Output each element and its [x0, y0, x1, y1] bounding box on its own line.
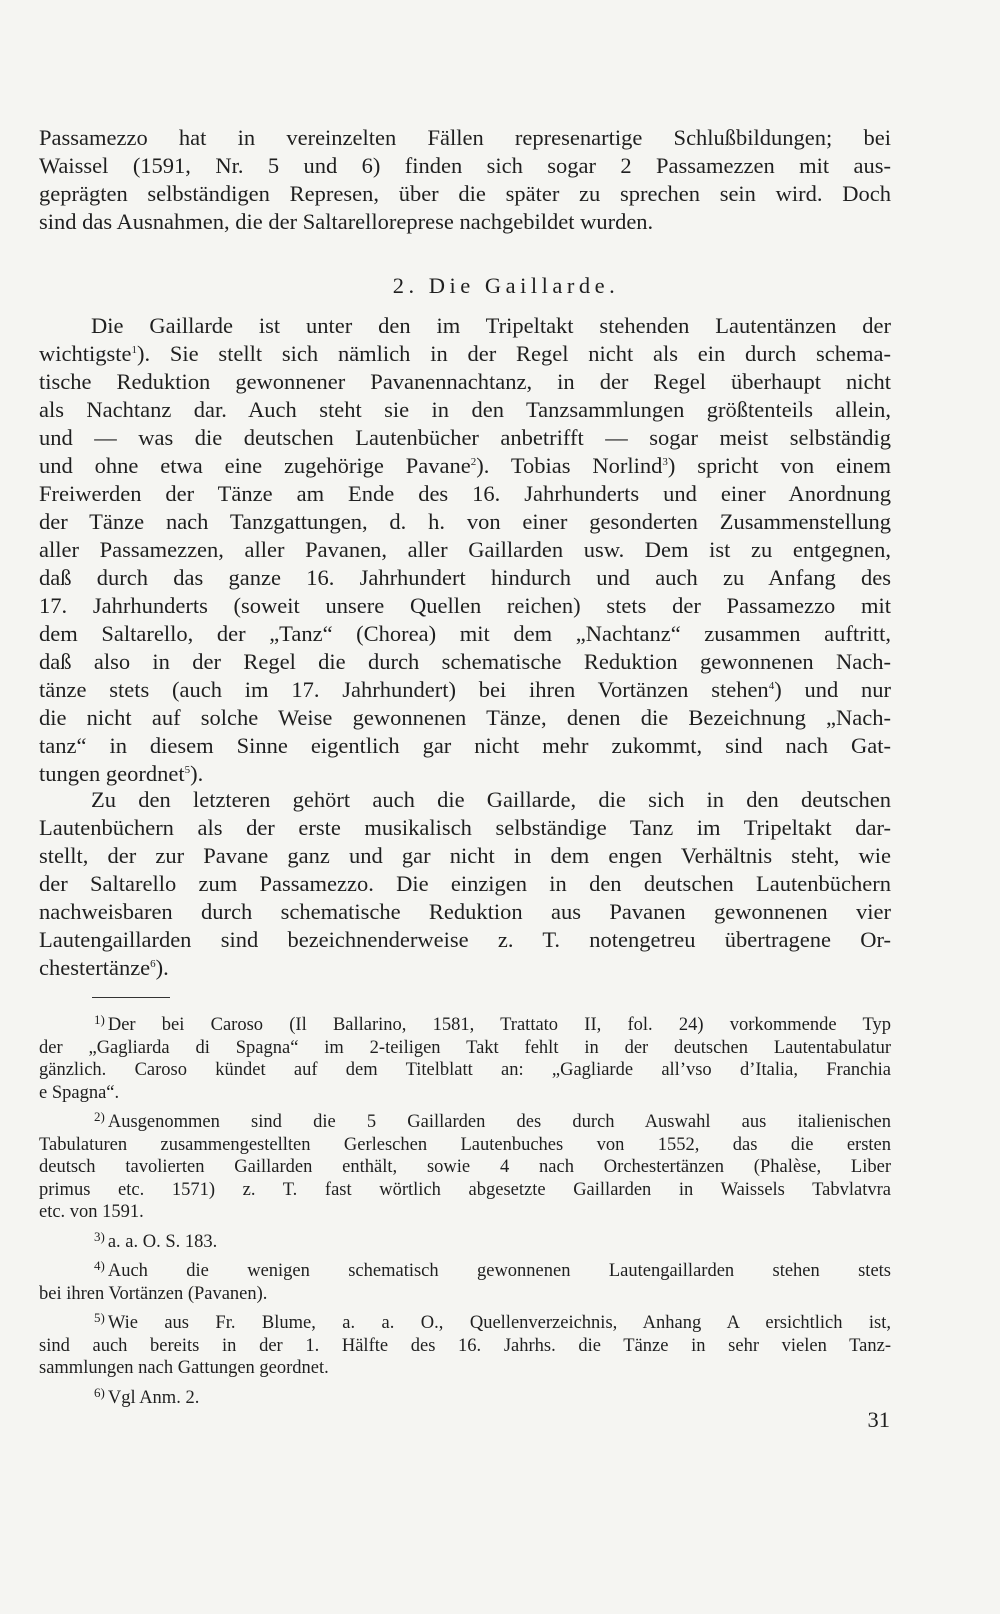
- text-line: [39, 760, 891, 788]
- text-line: [39, 340, 891, 368]
- text-line: dem Saltarello, der „Tanz“ (Chorea) mit dem „Nachtanz“ zusammen auftritt,: [39, 621, 891, 646]
- footnote-divider: [92, 997, 170, 998]
- footnote-3: [39, 1228, 891, 1254]
- footnote-4: [39, 1260, 891, 1305]
- text-line: geprägten selbständigen Represen, über die später zu sprechen sein wird. Doch: [39, 181, 891, 206]
- text-line: daß durch das ganze 16. Jahrhundert hindurch und auch zu Anfang des: [39, 565, 891, 590]
- text-line: stellt, der zur Pavane ganz und gar nicht in dem engen Verhältnis steht, wie: [39, 843, 891, 868]
- text-segment: Wie aus Fr. Blume, a. a. O., Quellenverzeichnis, Anhang A ersichtlich ist,: [107, 1313, 891, 1333]
- text-segment: ).: [155, 955, 169, 980]
- footnote-line: der „Gagliarda di Spagna“ im 2-teiligen Takt fehlt in der deutschen Lautentabulatur: [39, 1037, 891, 1058]
- footnote-line: [39, 1384, 891, 1410]
- text-line: Passamezzo hat in vereinzelten Fällen represenartige Schlußbildungen; bei: [39, 125, 891, 150]
- footnote-ref: 4: [768, 680, 775, 692]
- footnote-line: bei ihren Vortänzen (Pavanen).: [39, 1283, 268, 1304]
- text-segment: Der bei Caroso (Il Ballarino, 1581, Trattato II, fol. 24) vorkommende Typ: [107, 1015, 891, 1035]
- footnote-ref: 1: [131, 344, 137, 356]
- text-segment: a. a. O. S. 183.: [107, 1231, 218, 1252]
- footnote-line: [39, 1312, 891, 1335]
- text-segment: ) spricht von einem: [667, 453, 891, 478]
- page-number: 31: [867, 1407, 890, 1432]
- footnote-2: [39, 1111, 891, 1224]
- footnote-ref: 6: [150, 958, 156, 970]
- text-line: der Saltarello zum Passamezzo. Die einzigen in den deutschen Lautenbüchern: [39, 871, 891, 896]
- text-segment: ) und nur: [774, 677, 891, 702]
- text-line: Zu den letzteren gehört auch die Gaillarde, die sich in den deutschen: [91, 787, 891, 812]
- text-line: daß also in der Regel die durch schematische Reduktion gewonnenen Nach-: [39, 649, 891, 674]
- footnote-number: 1): [94, 1012, 105, 1027]
- footnote-line: gänzlich. Caroso kündet auf dem Titelblatt an: „Gagliarde all’vso d’Italia, Franchia: [39, 1060, 891, 1080]
- text-line: Die Gaillarde ist unter den im Tripeltakt stehenden Lautentänzen der: [91, 313, 891, 338]
- text-line: Lautenbüchern als der erste musikalisch selbständige Tanz im Tripeltakt dar-: [39, 815, 891, 840]
- text-segment: und ohne etwa eine zugehörige Pavane: [39, 453, 471, 478]
- text-line: [39, 954, 891, 982]
- footnote-ref: 5: [184, 764, 191, 776]
- text-line: als Nachtanz dar. Auch steht sie in den Tanzsammlungen größtenteils allein,: [39, 397, 891, 422]
- footnote-line: sind auch bereits in der 1. Hälfte des 16. Jahrhs. die Tänze in sehr vielen Tanz-: [39, 1335, 891, 1356]
- text-segment: ). Tobias Norlind: [476, 453, 663, 478]
- footnote-number: 5): [94, 1310, 105, 1325]
- text-line: sind das Ausnahmen, die der Saltarellorepresе nachgebildet wurden.: [39, 209, 654, 234]
- footnote-line: primus etc. 1571) z. T. fast wörtlich abgesetzte Gaillarden in Waissels Tabvlatvra: [39, 1179, 891, 1200]
- text-segment: Auch die wenigen schematisch gewonnenen Lautengaillarden stehen stets: [107, 1261, 891, 1281]
- footnote-6: [39, 1384, 891, 1410]
- footnotes: [39, 1014, 891, 1409]
- paragraph-gaillarde: [39, 312, 891, 788]
- text-line: tische Reduktion gewonnener Pavanennachtanz, in der Regel überhaupt nicht: [39, 369, 891, 394]
- text-line: die nicht auf solche Weise gewonnenen Tänze, denen die Bezeichnung „Nach-: [39, 705, 891, 730]
- text-line: nachweisbaren durch schematische Reduktion aus Pavanen gewonnenen vier: [39, 899, 891, 924]
- footnote-ref: 2: [470, 456, 477, 468]
- footnote-line: e Spagna“.: [39, 1082, 120, 1103]
- text-segment: Ausgenommen sind die 5 Gaillarden des durch Auswahl aus italienischen: [107, 1112, 891, 1132]
- text-segment: wichtigste: [39, 341, 132, 366]
- text-segment: ).: [190, 761, 204, 786]
- text-segment: tungen geordnet: [39, 761, 185, 786]
- text-line: 17. Jahrhunderts (soweit unsere Quellen reichen) stets der Passamezzo mit: [39, 593, 891, 618]
- section-heading: 2. Die Gaillarde.: [392, 273, 620, 298]
- footnote-number: 2): [94, 1109, 105, 1124]
- text-line: tanz“ in diesem Sinne eigentlich gar nicht mehr zukommt, sind nach Gat-: [39, 733, 891, 758]
- footnote-line: sammlungen nach Gattungen geordnet.: [39, 1358, 329, 1378]
- footnote-line: [39, 1260, 891, 1283]
- footnote-5: [39, 1312, 891, 1380]
- footnote-number: 4): [94, 1258, 105, 1273]
- text-segment: tänze stets (auch im 17. Jahrhundert) bei ihren Vortänzen stehen: [39, 677, 769, 702]
- text-line: Waissel (1591, Nr. 5 und 6) finden sich sogar 2 Passamezzen mit aus-: [39, 153, 891, 178]
- footnote-number: 6): [94, 1384, 105, 1400]
- footnote-line: [39, 1111, 891, 1134]
- text-line: der Tänze nach Tanzgattungen, d. h. von einer gesonderten Zusammenstellung: [39, 509, 891, 534]
- footnote-line: Tabulaturen zusammengestellten Gerleschen Lautenbuches von 1552, das die ersten: [39, 1134, 891, 1155]
- footnote-line: etc. von 1591.: [39, 1202, 144, 1222]
- text-line: aller Passamezzen, aller Pavanen, aller Gaillarden usw. Dem ist zu entgegnen,: [39, 537, 891, 562]
- footnote-line: [39, 1014, 891, 1037]
- footnote-1: [39, 1014, 891, 1104]
- text-line: Lautengaillarden sind bezeichnenderweise z. T. notengetreu übertragene Or-: [39, 927, 891, 952]
- text-line: [39, 676, 891, 704]
- footnote-number: 3): [94, 1228, 105, 1244]
- text-segment: ). Sie stellt sich nämlich in der Regel nicht als ein durch schema-: [136, 341, 891, 366]
- text-line: [39, 452, 891, 480]
- footnote-line: [39, 1228, 891, 1254]
- intro-paragraph: [39, 124, 891, 236]
- text-segment: chestertänze: [39, 955, 151, 980]
- text-line: Freiwerden der Tänze am Ende des 16. Jahrhunderts und einer Anordnung: [39, 481, 891, 506]
- paragraph-letzteren: [39, 786, 891, 982]
- text-line: und — was die deutschen Lautenbücher anbetrifft — sogar meist selbständig: [39, 425, 891, 450]
- footnote-ref: 3: [662, 456, 668, 468]
- footnote-line: deutsch tavolierten Gaillarden enthält, sowie 4 nach Orchestertänzen (Phalèse, Liber: [39, 1157, 891, 1177]
- text-segment: Vgl Anm. 2.: [107, 1387, 200, 1408]
